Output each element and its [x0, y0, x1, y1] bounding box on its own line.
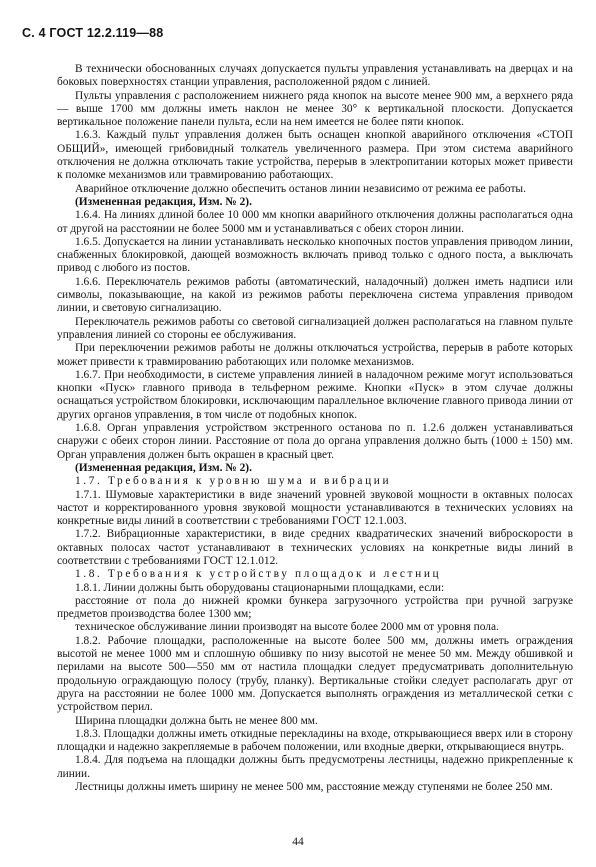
paragraph: 1.8.2. Рабочие площадки, расположенные на высоте более 500 мм, должны иметь ограждения высотой не менее 1000 мм и сплошную обшивку по низу высотой не менее 50 мм. Между обшивкой и перилами на высоте 500—550 мм от настила площадки следует предусматривать дополнительную продольную ограждающую полосу (трубу, планку). Вертикальные стойки следует располагать друг от друга на расстоянии не более 1000 мм. Допускается выполнять ограждения из металлической сетки с устройством перил.	[57, 634, 573, 714]
paragraph: Пульты управления с расположением нижнего ряда кнопок на высоте менее 900 мм, а верхнего ряда — выше 1700 мм должны иметь наклон не менее 30° к вертикальной плоскости. Допускается вертикальное положение панели пульта, если на нем имеется не более пяти кнопок.	[57, 89, 573, 129]
paragraph: 1.6.3. Каждый пульт управления должен быть оснащен кнопкой аварийного отключения «СТОП ОБЩИЙ», имеющей грибовидный толкатель увеличенного размера. При этом система аварийного отключения не должна отключать такие устройства, перерыв в электропитании которых может привести к поломке механизмов или травмированию работающих.	[57, 129, 573, 182]
paragraph: 1.6.6. Переключатель режимов работы (автоматический, наладочный) должен иметь надписи или символы, показывающие, на какой из режимов работы переключена система управления приводом линии, и световую сигнализацию.	[57, 275, 573, 315]
paragraph: Ширина площадки должна быть не менее 800 мм.	[75, 714, 318, 727]
paragraph: В технически обоснованных случаях допускается пульты управления устанавливать на дверцах и на боковых поверхностях станции управления, расположенной рядом с линией.	[57, 63, 573, 89]
section-heading: 1.7. Требования к уровню шума и вибрации	[75, 475, 392, 488]
paragraph: расстояние от пола до нижней кромки бункера загрузочного устройства при ручной загрузке предметов производства более 1300 мм;	[57, 594, 573, 621]
paragraph: 1.7.1. Шумовые характеристики в виде значений уровней звуковой мощности в октавных полосах частот и корректированного уровня звуковой мощности устанавливаются в технических условиях на конкретные виды линий в соответствии с требованиями ГОСТ 12.1.003.	[57, 488, 573, 528]
paragraph: Аварийное отключение должно обеспечить останов линии независимо от режима ее работы.	[75, 182, 526, 195]
paragraph: 1.8.3. Площадки должны иметь откидные перекладины на входе, открывающиеся вверх или в сторону площадки и надежно закрепляемые в рабочем положении, или входные дверки, открывающиеся внутрь.	[57, 727, 573, 754]
paragraph: техническое обслуживание линии производят на высоте более 2000 мм от уровня пола.	[75, 621, 499, 634]
paragraph: При переключении режимов работы не должны отключаться устройства, перерыв в работе которых может привести к травмированию работающих или поломке механизмов.	[57, 342, 573, 368]
paragraph: 1.7.2. Вибрационные характеристики, в виде средних квадратических значений виброскорости в октавных полосах частот устанавливают в технических условиях на конкретные виды линий в соответствии с требованиями ГОСТ 12.1.012.	[57, 528, 573, 567]
paragraph: Переключатель режимов работы со световой сигнализацией должен располагаться на главном пульте управления линией со стороны ее обслуживания.	[57, 315, 573, 341]
paragraph: 1.8.1. Линии должны быть оборудованы стационарными площадками, если:	[75, 581, 445, 594]
paragraph: 1.8.4. Для подъема на площадки должны быть предусмотрены лестницы, надежно прикрепленные к линии.	[57, 754, 573, 780]
paragraph: Лестницы должны иметь ширину не менее 500 мм, расстояние между ступенями не более 250 мм.	[75, 781, 553, 794]
paragraph: 1.6.4. На линиях длиной более 10 000 мм кнопки аварийного отключения должны располагаться одна от другой на расстоянии не более 5000 мм и устанавливаться с обеих сторон линии.	[57, 209, 573, 235]
paragraph: 1.6.7. При необходимости, в системе управления линией в наладочном режиме могут использоваться кнопки «Пуск» главного привода в тельферном режиме. Кнопки «Пуск» в этом случае должны оснащаться устройством блокировки, исключающим параллельное включение главного привода линии от других органов управления, в том числе от подобных кнопок.	[57, 368, 573, 421]
paragraph: 1.6.5. Допускается на линии устанавливать несколько кнопочных постов управления приводом линии, снабженных блокировкой, дающей возможность включать привод только с одного поста, а выключать привод с любого из постов.	[57, 235, 573, 275]
section-heading: 1.8. Требования к устройству площадок и лестниц	[75, 568, 442, 581]
document-body	[57, 63, 573, 794]
revision-note: (Измененная редакция, Изм. № 2).	[75, 195, 252, 208]
page-header: С. 4 ГОСТ 12.2.119—88	[22, 26, 164, 40]
paragraph: 1.6.8. Орган управления устройством экстренного останова по п. 1.2.6 должен устанавливаться снаружи с обеих сторон линии. Расстояние от пола до органа управления должно быть (1000 ± 150) мм. Орган управления должен быть окрашен в красный цвет.	[57, 422, 573, 461]
page-number: 44	[292, 836, 304, 848]
revision-note: (Измененная редакция, Изм. № 2).	[75, 461, 252, 474]
